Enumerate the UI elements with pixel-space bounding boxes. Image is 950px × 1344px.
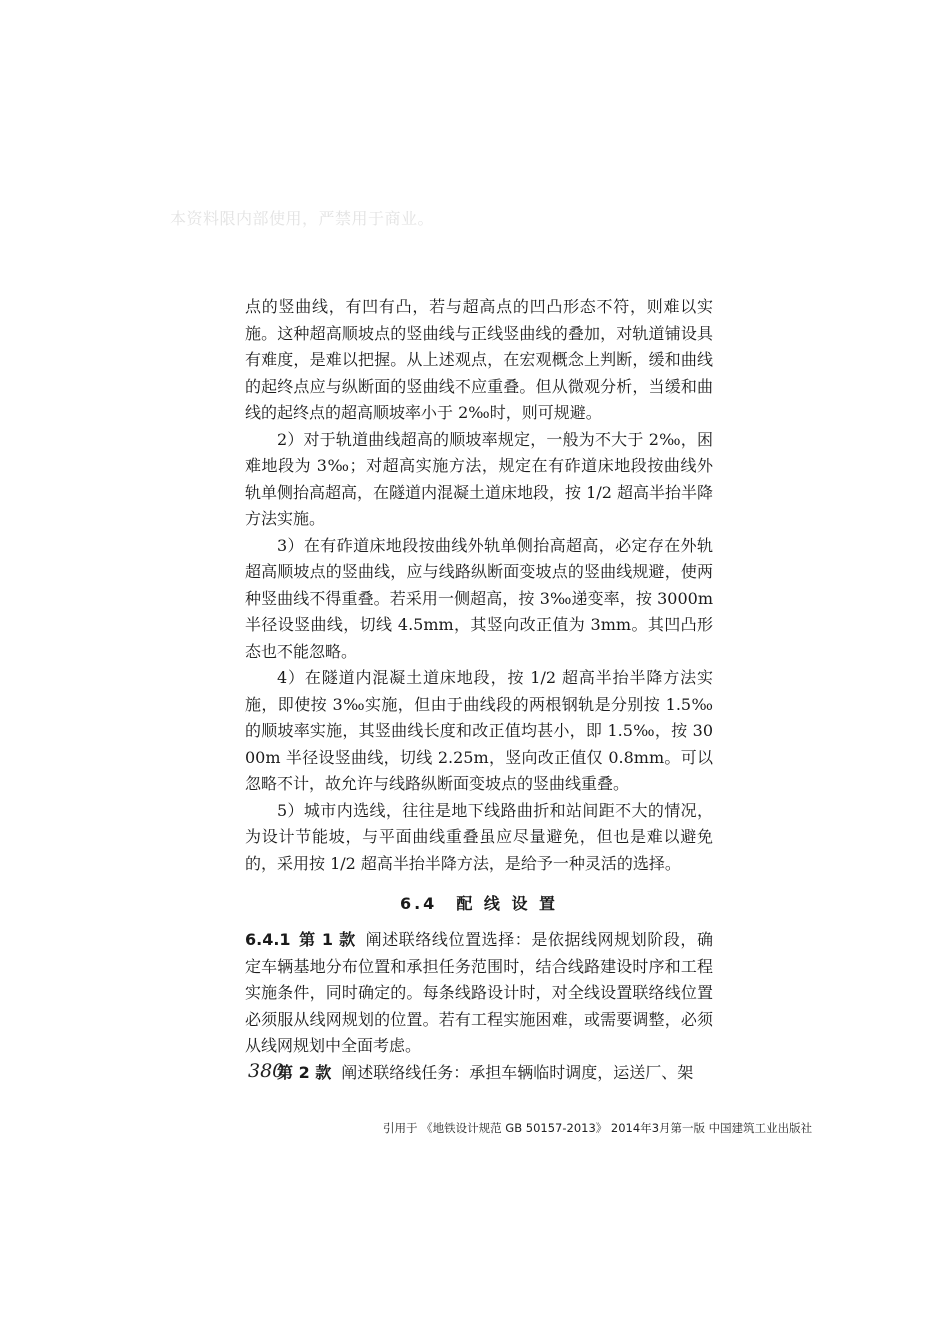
paragraph-item-3: 3）在有砟道床地段按曲线外轨单侧抬高超高，必定存在外轨超高顺坡点的竖曲线，应与线路纵断面变坡点的竖曲线规避，使两种竖曲线不得重叠。若采用一侧超高，按 3‰递变率，按 3000m 半径设竖曲线，切线 4.5mm，其竖向改正值为 3mm。其凹凸形态也不能忽略。 [245, 535, 713, 661]
clause-number: 6.4.1 [245, 930, 291, 949]
clause-6-4-1 [245, 927, 713, 1060]
watermark-text: 本资料限内部使用，严禁用于商业。 [170, 209, 435, 228]
clause-item-2 [245, 1060, 713, 1087]
paragraph-continuation: 点的竖曲线，有凹有凸，若与超高点的凹凸形态不符，则难以实施。这种超高顺坡点的竖曲线与正线竖曲线的叠加，对轨道铺设具有难度，是难以把握。从上述观点，在宏观概念上判断，缓和曲线的起终点应与纵断面的竖曲线不应重叠。但从微观分析，当缓和曲线的起终点的超高顺坡率小于 2‰时，则可规避。 [245, 297, 713, 422]
citation-footer: 引用于 《地铁设计规范 GB 50157-2013》 2014年3月第一版 中国建筑工业出版社 [383, 1121, 813, 1135]
page-number: 380 [248, 1060, 285, 1082]
document-body [245, 294, 713, 1086]
paragraph-item-2: 2）对于轨道曲线超高的顺坡率规定，一般为不大于 2‰，困难地段为 3‰；对超高实施方法，规定在有砟道床地段按曲线外轨单侧抬高超高，在隧道内混凝土道床地段，按 1/2 超高半抬半降方法实施。 [245, 429, 713, 528]
clause-item-label: 第 2 款 [277, 1062, 332, 1082]
clause-item-label: 第 1 款 [298, 930, 356, 949]
clause-text: 阐述联络线任务：承担车辆临时调度，运送厂、架 [341, 1062, 694, 1082]
clause-text: 阐述联络线位置选择：是依据线网规划阶段，确定车辆基地分布位置和承担任务范围时，结合线路建设时序和工程实施条件，同时确定的。每条线路设计时，对全线设置联络线位置必须服从线网规划的位置。若有工程实施困难，或需要调整，必须从线网规划中全面考虑。 [245, 930, 713, 1055]
paragraph-item-5: 5）城市内选线，往往是地下线路曲折和站间距不大的情况，为设计节能坡，与平面曲线重叠虽应尽量避免，但也是难以避免的，采用按 1/2 超高半抬半降方法，是给予一种灵活的选择。 [245, 800, 713, 873]
section-heading: 6.4 配 线 设 置 [399, 894, 559, 913]
paragraph-item-4: 4）在隧道内混凝土道床地段，按 1/2 超高半抬半降方法实施，即使按 3‰实施，但由于曲线段的两根钢轨是分别按 1.5‰ 的顺坡率实施，其竖曲线长度和改正值均甚小，即 1.5‰，按 3000m 半径设竖曲线，切线 2.25m，竖向改正值仅 0.8mm。可以忽略不计，故允许与线路纵断面变坡点的竖曲线重叠。 [245, 668, 713, 793]
